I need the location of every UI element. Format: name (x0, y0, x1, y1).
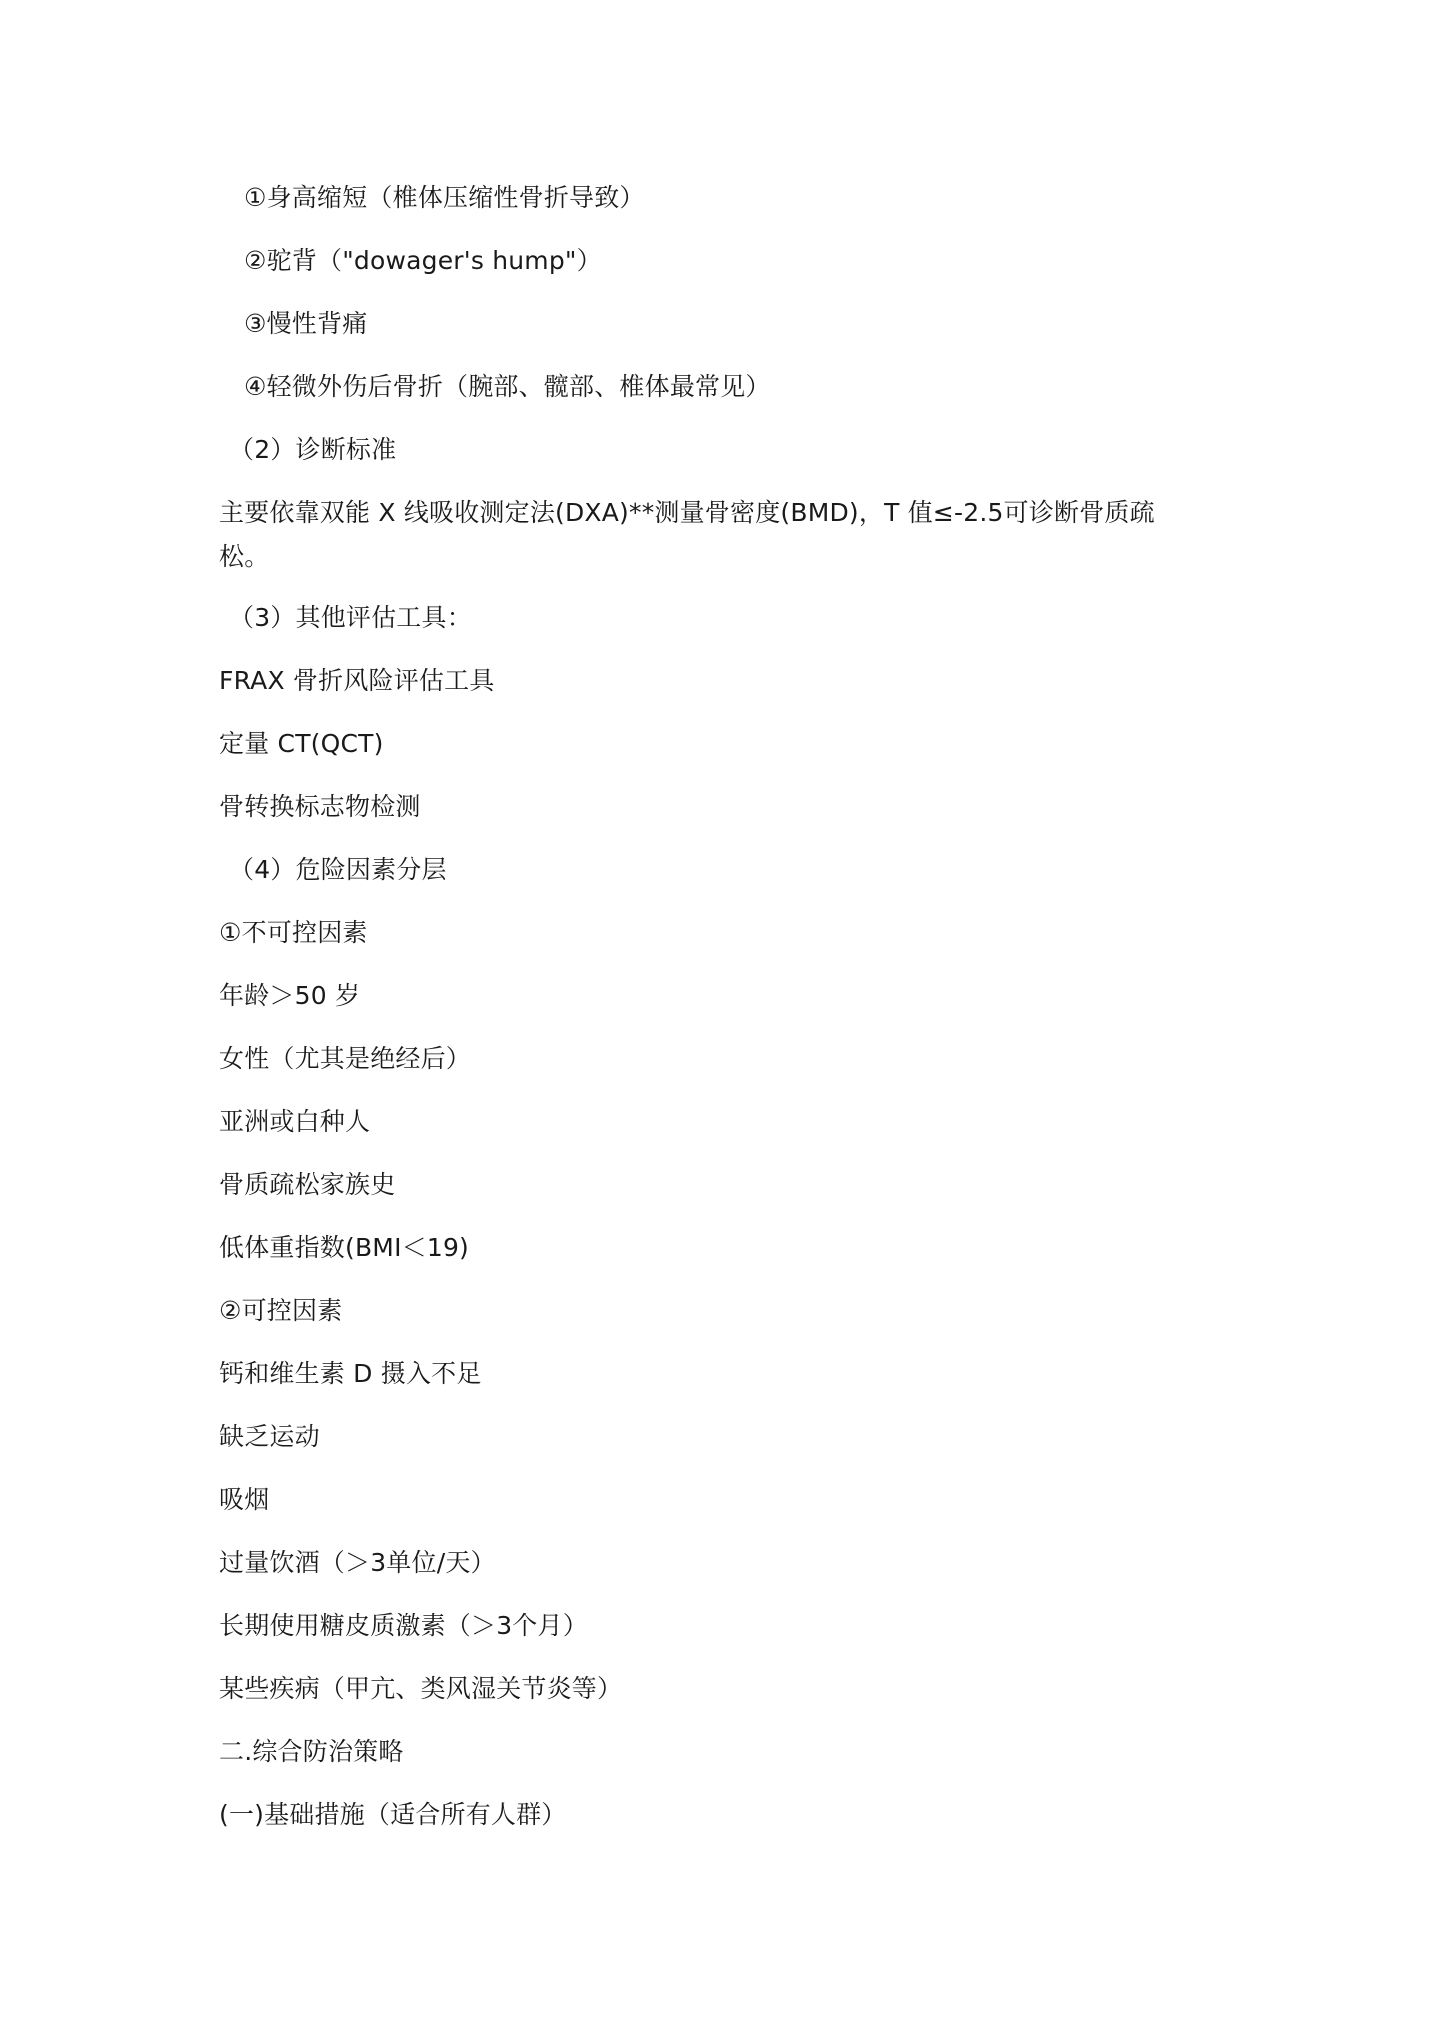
subheading-basic-measures: (一)基础措施（适合所有人群） (219, 1800, 567, 1829)
risk-glucocorticoids: 长期使用糖皮质激素（＞3个月） (219, 1611, 588, 1640)
tool-frax: FRAX 骨折风险评估工具 (219, 666, 495, 695)
risk-age: 年龄＞50 岁 (219, 981, 361, 1010)
section-heading-diagnosis: （2）诊断标准 (229, 435, 397, 464)
risk-ethnicity: 亚洲或白种人 (219, 1107, 371, 1136)
risk-inactivity: 缺乏运动 (219, 1422, 320, 1451)
risk-family-history: 骨质疏松家族史 (219, 1170, 396, 1199)
symptom-hunchback: ②驼背（"dowager's hump"） (244, 246, 602, 275)
subheading-controllable: ②可控因素 (219, 1296, 343, 1325)
tool-bone-markers: 骨转换标志物检测 (219, 792, 421, 821)
risk-diseases: 某些疾病（甲亢、类风湿关节炎等） (219, 1674, 623, 1703)
subheading-uncontrollable: ①不可控因素 (219, 918, 368, 947)
risk-alcohol: 过量饮酒（＞3单位/天） (219, 1548, 496, 1577)
risk-female: 女性（尤其是绝经后） (219, 1044, 472, 1073)
section-heading-prevention: 二.综合防治策略 (219, 1737, 404, 1766)
symptom-back-pain: ③慢性背痛 (244, 309, 368, 338)
risk-calcium-vitd: 钙和维生素 D 摄入不足 (219, 1359, 482, 1388)
section-heading-risk-factors: （4）危险因素分层 (229, 855, 447, 884)
risk-low-bmi: 低体重指数(BMI＜19) (219, 1233, 470, 1262)
symptom-height-loss: ①身高缩短（椎体压缩性骨折导致） (244, 183, 645, 212)
section-heading-assessment-tools: （3）其他评估工具： (229, 603, 472, 632)
risk-smoking: 吸烟 (219, 1485, 270, 1514)
tool-qct: 定量 CT(QCT) (219, 729, 384, 758)
symptom-fracture: ④轻微外伤后骨折（腕部、髋部、椎体最常见） (244, 372, 771, 401)
diagnosis-paragraph: 主要依靠双能 X 线吸收测定法(DXA)**测量骨密度(BMD)，T 值≤-2.5可诊断骨质疏松。 (219, 498, 1155, 571)
